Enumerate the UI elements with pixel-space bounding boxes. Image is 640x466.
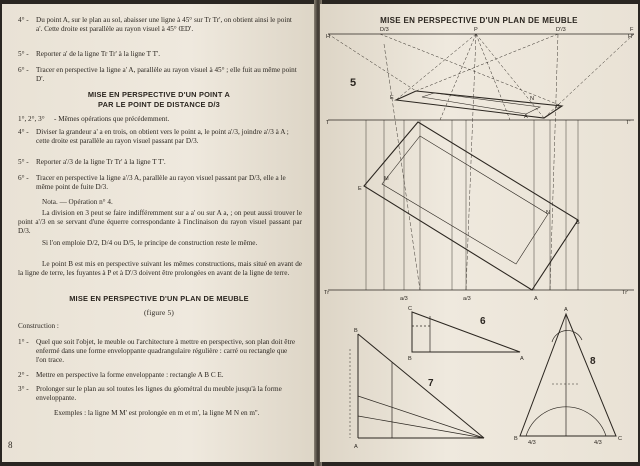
label-P: P bbox=[474, 27, 478, 33]
note-paragraph-3: Le point B est mis en perspective suivant les mêmes constructions, mais situé en avant de la ligne de terre, les fuyantes à P et à D'/3 doivent être prolongées en avant de la ligne de terre. bbox=[18, 260, 302, 278]
label-E-plan: E bbox=[358, 186, 362, 192]
label-T-prime: T' bbox=[626, 120, 631, 126]
fig8-label-B: B bbox=[514, 436, 518, 442]
vanishing-lines bbox=[328, 34, 634, 120]
section-title-point-a-line1: MISE EN PERSPECTIVE D'UN POINT A bbox=[87, 90, 231, 99]
label-a-third: a/3 bbox=[400, 296, 408, 302]
fig6-label-A: A bbox=[520, 356, 524, 362]
label-H: H bbox=[326, 34, 331, 40]
label-A: A bbox=[524, 114, 528, 120]
label-B-plan: B bbox=[576, 220, 580, 226]
label-B: B bbox=[556, 104, 560, 110]
note-paragraph-2: Si l'on emploie D/2, D/4 ou D/5, le principe de construction reste le même. bbox=[42, 239, 258, 247]
perspective-diagrams bbox=[320, 4, 638, 462]
label-N-plan: N bbox=[546, 210, 551, 216]
fig8-label-f1: 4/3 bbox=[528, 440, 536, 446]
figure-6-number: 6 bbox=[480, 316, 486, 327]
fig7-label-A: A bbox=[354, 444, 358, 450]
figure-5-number: 5 bbox=[350, 77, 357, 89]
right-page bbox=[320, 4, 638, 462]
section-title-furniture: MISE EN PERSPECTIVE D'UN PLAN DE MEUBLE bbox=[69, 294, 249, 303]
note-paragraph-1: La division en 3 peut se faire indifféremment sur a a' ou sur A a, ; on peut aussi trouver le point a'/3 en se servant d'une équerre correspondante à l'inclinaison du rayon visuel passant par D/3. bbox=[18, 209, 302, 236]
figure-7 bbox=[350, 334, 484, 438]
figure-8-number: 8 bbox=[590, 356, 596, 367]
fig7-label-B: B bbox=[354, 328, 358, 334]
label-F: F bbox=[630, 27, 634, 33]
label-Tr: Tr bbox=[324, 290, 330, 296]
label-M-plan: M bbox=[384, 176, 389, 182]
label-N: N bbox=[530, 96, 535, 102]
example-text: Exemples : la ligne M M' est prolongée en m et m', la ligne M N en m''. bbox=[54, 409, 260, 417]
label-E: E bbox=[390, 95, 394, 101]
fig8-label-f2: 4/3 bbox=[594, 440, 602, 446]
label-T: T bbox=[326, 120, 330, 126]
left-page: 4° - Du point A, sur le plan au sol, abaisser une ligne à 45° sur Tr Tr', on obtient ainsi le point a'. Cette droite est parallèle au rayon visuel à 45° ŒD'. 5° - Reporter a' de la ligne Tr Tr' à la ligne T T'. 6° - Tracer en perspective la ligne a' A, parallèle au rayon visuel à 45° ; elle fuit au même point D'. MISE EN PERSPECTIVE D'UN POINT A PAR LE POINT DE DISTANCE D/3 1°, 2°, 3° - Mêmes opérations que précédemment. 4° - Diviser la grandeur a' a en trois, on obtient vers le point a, le point a'/3, joindre a'/3 à A ; cette droite est parallèle au rayon visuel passant par D/3. 5° - Reporter a'/3 de la ligne Tr Tr' à la ligne T T'. 6° - Tracer en perspective la ligne a'/3 A, parallèle au rayon visuel passant par D/3, elle a le même point de fuite D/3. Nota. — Opération n° 4. La division en 3 peut se faire indifféremment sur a a' ou sur A a, ; on peut aussi trouver le point a'/3 en se servant d'une équerre correspondante à l'inclinaison du rayon visuel passant par D/3. Si l'on emploie D/2, D/4 ou D/5, le principe de construction reste le même. Le point B est mis en perspective suivant les mêmes constructions, mais situé en avant de la ligne de terre, les fuyantes à P et à D'/3 doivent être prolongées en avant de la ligne de terre. MISE EN PERSPECTIVE D'UN PLAN DE MEUBLE (figure 5) Construction : 1° - Quel que soit l'objet, le meuble ou l'architecture à mettre en perspective, son plan doit être enfermé dans une forme enveloppante quadrangulaire régulière : carré ou rectangle que l'on trace. 2° - Mettre en perspective la forme enveloppante : rectangle A B C E. 3° - Prolonger sur le plan au sol toutes les lignes du géométral du meuble jusqu'à la forme enveloppante. Exemples : la ligne M M' est prolongée en m et m', la ligne M N en m''. 8 bbox=[2, 4, 316, 462]
fig6-label-C: C bbox=[408, 306, 413, 312]
fig6-label-B: B bbox=[408, 356, 412, 362]
figure-6 bbox=[412, 312, 520, 352]
label-a-third-2: a/3 bbox=[463, 296, 471, 302]
fig8-label-C: C bbox=[618, 436, 623, 442]
figure-title: MISE EN PERSPECTIVE D'UN PLAN DE MEUBLE bbox=[380, 16, 578, 25]
label-D3-prime: D'/3 bbox=[556, 27, 566, 33]
figure-8 bbox=[520, 314, 616, 436]
perspective-rectangle bbox=[396, 91, 562, 118]
label-Tr-prime: Tr' bbox=[622, 290, 629, 296]
page-number: 8 bbox=[8, 440, 13, 450]
figure-7-number: 7 bbox=[428, 378, 434, 389]
note-label: Nota. — Opération n° 4. bbox=[42, 198, 113, 206]
construction-label: Construction : bbox=[18, 322, 59, 330]
label-H-prime: H' bbox=[628, 34, 634, 40]
figure-reference: (figure 5) bbox=[143, 308, 175, 317]
fig8-label-A: A bbox=[564, 307, 568, 313]
label-D3: D/3 bbox=[380, 27, 389, 33]
section-title-point-a-line2: PAR LE POINT DE DISTANCE D/3 bbox=[98, 100, 220, 109]
label-A-plan: A bbox=[534, 296, 538, 302]
plan-rectangle bbox=[364, 122, 578, 290]
